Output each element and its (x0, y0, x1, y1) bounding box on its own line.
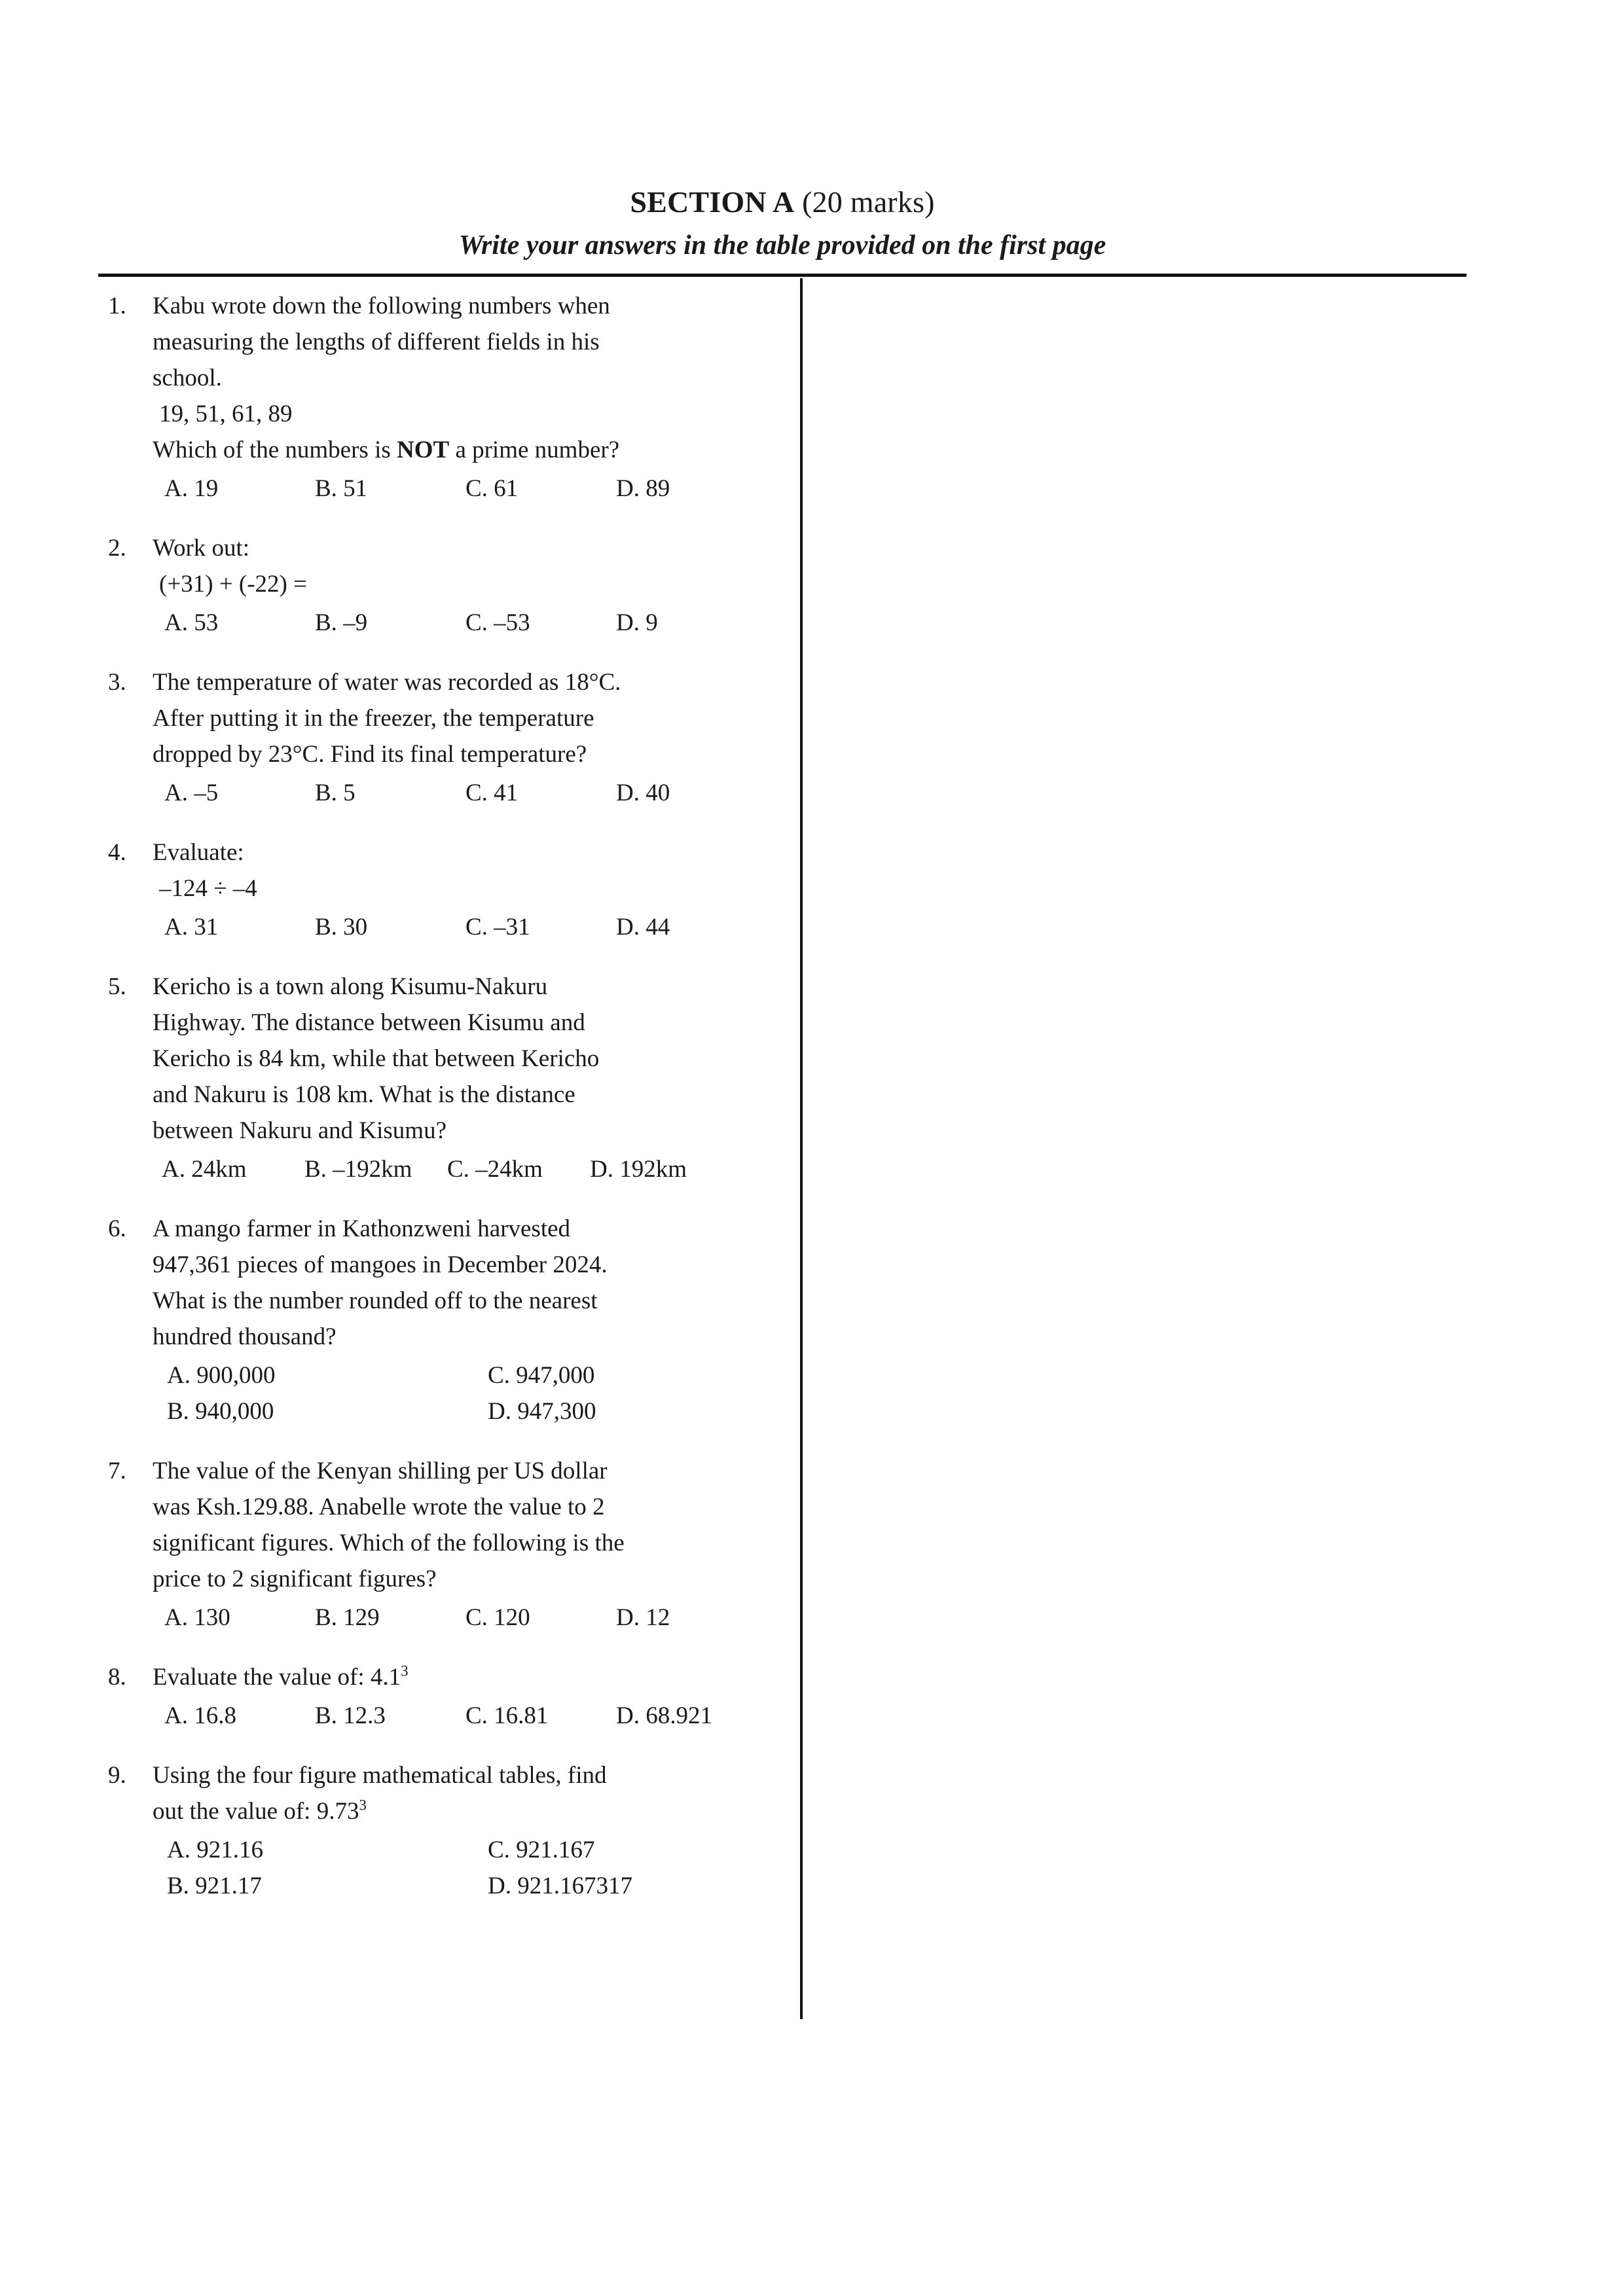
prompt-prefix: Which of the numbers is (153, 437, 397, 463)
answer-option[interactable]: D. 9 (616, 609, 658, 636)
question-text-line: hundred thousand? (153, 1323, 337, 1350)
question-prompt (153, 432, 789, 468)
question-text-line: Evaluate: (153, 839, 244, 866)
question-number: 1. (108, 293, 126, 319)
question-text-line: between Nakuru and Kisumu? (153, 1117, 447, 1144)
question-number: 9. (108, 1762, 126, 1789)
question-text-line: school. (153, 365, 222, 391)
answer-option[interactable]: B. 5 (315, 780, 356, 806)
answer-option[interactable]: D. 12 (616, 1604, 670, 1631)
question-text-line: Evaluate the value of: $4.1^3$ (153, 1662, 409, 1691)
answer-options (153, 1357, 789, 1429)
answer-option[interactable]: A. 53 (164, 609, 219, 636)
answer-option[interactable]: C. –24km (447, 1156, 543, 1183)
question-number: 7. (108, 1458, 126, 1484)
question-item (101, 664, 789, 811)
answer-options (153, 605, 789, 641)
question-text-line: A mango farmer in Kathonzweni harvested (153, 1215, 571, 1242)
answer-option[interactable]: B. 129 (315, 1604, 380, 1631)
answer-option[interactable]: D. 68.921 (616, 1702, 712, 1729)
question-item (101, 288, 789, 507)
answer-option[interactable]: C. 61 (465, 475, 519, 502)
answer-option[interactable]: B. –192km (304, 1156, 412, 1183)
answer-option[interactable]: C. –31 (465, 914, 530, 941)
question-text-line: Using the four figure mathematical tables, find (153, 1762, 607, 1789)
page-header (98, 183, 1467, 263)
question-text-line: What is the number rounded off to the nearest (153, 1287, 598, 1314)
answer-option[interactable]: A. –5 (164, 780, 219, 806)
question-text-line: Highway. The distance between Kisumu and (153, 1009, 585, 1036)
answer-column-divider-vertical (800, 278, 803, 2019)
question-expression: (+31) + (-22) = (159, 571, 307, 598)
question-number: 2. (108, 535, 126, 562)
question-text-line: The value of the Kenyan shilling per US dollar (153, 1458, 608, 1484)
answer-option[interactable]: A. 16.8 (164, 1702, 236, 1729)
question-item (101, 834, 789, 945)
question-text-line: dropped by 23°C. Find its final temperature? (153, 741, 587, 768)
prompt-suffix: a prime number? (449, 437, 620, 463)
answer-option[interactable]: C. 120 (465, 1604, 530, 1631)
question-number: 3. (108, 669, 126, 696)
question-text-line: significant figures. Which of the following is the (153, 1530, 625, 1556)
question-text-line: 947,361 pieces of mangoes in December 2024. (153, 1251, 608, 1278)
question-text-line: measuring the lengths of different fields in his (153, 329, 600, 355)
answer-options (153, 1151, 789, 1187)
answer-option[interactable]: B. –9 (315, 609, 368, 636)
prompt-emphasis: NOT (397, 437, 450, 463)
question-text-line: Kericho is a town along Kisumu-Nakuru (153, 973, 548, 1000)
question-item (101, 969, 789, 1187)
section-title-strong: SECTION A (630, 185, 795, 219)
answer-options (153, 775, 789, 811)
answer-option[interactable]: B. 940,000 (167, 1398, 274, 1425)
answer-options (153, 1698, 789, 1734)
question-text-line: After putting it in the freezer, the temperature (153, 705, 594, 732)
question-number: 8. (108, 1664, 126, 1691)
section-title-marks: (20 marks) (794, 185, 935, 219)
header-divider-horizontal (98, 274, 1467, 277)
question-text-line: price to 2 significant figures? (153, 1566, 437, 1592)
question-number: 4. (108, 839, 126, 866)
answer-option[interactable]: D. 44 (616, 914, 670, 941)
answer-option[interactable]: B. 30 (315, 914, 368, 941)
answer-option[interactable]: C. 16.81 (465, 1702, 549, 1729)
answer-option[interactable]: B. 12.3 (315, 1702, 386, 1729)
question-number: 6. (108, 1215, 126, 1242)
answer-option[interactable]: A. 921.16 (167, 1837, 263, 1863)
question-item (101, 530, 789, 641)
answer-option[interactable]: A. 31 (164, 914, 219, 941)
question-text-line: Kabu wrote down the following numbers when (153, 293, 610, 319)
answer-option[interactable]: C. –53 (465, 609, 530, 636)
answer-options (153, 1600, 789, 1636)
section-subtitle: Write your answers in the table provided on the first page (458, 230, 1106, 260)
question-text-line: and Nakuru is 108 km. What is the distance (153, 1081, 575, 1108)
question-item (101, 1757, 789, 1904)
answer-option[interactable]: A. 24km (162, 1156, 247, 1183)
answer-option[interactable]: C. 921.167 (488, 1837, 595, 1863)
answer-option[interactable]: A. 900,000 (167, 1362, 276, 1389)
question-text-line: out the value of: 9.73$^3$ (153, 1797, 367, 1825)
answer-options (153, 471, 789, 507)
section-title (98, 183, 1467, 221)
answer-option[interactable]: C. 947,000 (488, 1362, 595, 1389)
answer-options (153, 1832, 789, 1904)
answer-option[interactable]: B. 921.17 (167, 1873, 262, 1899)
answer-option[interactable]: D. 921.167317 (488, 1873, 632, 1899)
answer-option[interactable]: D. 89 (616, 475, 670, 502)
answer-option[interactable]: A. 130 (164, 1604, 230, 1631)
answer-option[interactable]: B. 51 (315, 475, 368, 502)
question-item (101, 1211, 789, 1429)
question-number: 5. (108, 973, 126, 1000)
question-text-line: Kericho is 84 km, while that between Kericho (153, 1045, 600, 1072)
question-text-line: The temperature of water was recorded as 18°C. (153, 669, 621, 696)
answer-option[interactable]: D. 40 (616, 780, 670, 806)
answer-options (153, 909, 789, 945)
question-item (101, 1453, 789, 1636)
question-item (101, 1659, 789, 1734)
question-text-line: Work out: (153, 535, 250, 562)
answer-option[interactable]: D. 947,300 (488, 1398, 596, 1425)
answer-option[interactable]: D. 192km (590, 1156, 687, 1183)
answer-option[interactable]: C. 41 (465, 780, 519, 806)
question-expression: 19, 51, 61, 89 (159, 401, 293, 427)
question-text-line: was Ksh.129.88. Anabelle wrote the value to 2 (153, 1494, 605, 1520)
question-expression: –124 ÷ –4 (159, 875, 257, 902)
question-list (101, 288, 789, 1928)
answer-option[interactable]: A. 19 (164, 475, 219, 502)
